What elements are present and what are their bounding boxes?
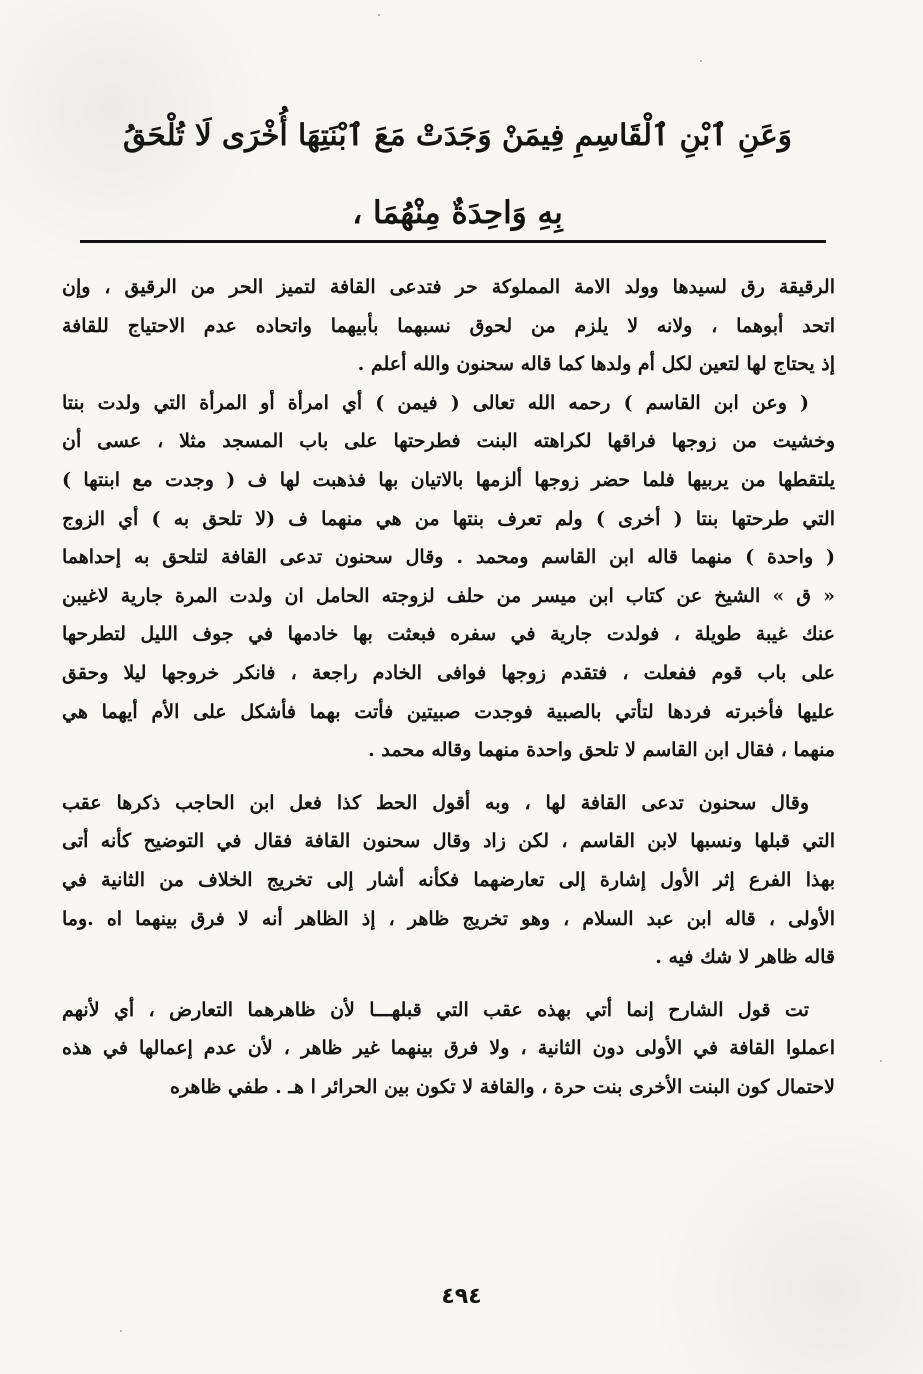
heading-line-1: وَعَنِ ٱبْنِ ٱلْقَاسِمِ فِيمَنْ وَجَدَتْ مَعَ ٱبْنَتِهَا أُخْرَى لَا تُلْحَقُ — [122, 117, 793, 152]
scan-speck — [120, 1330, 122, 1332]
commentary-text — [62, 268, 835, 1106]
heading-line-2: بِهِ وَاحِدَةٌ مِنْهُمَا ، — [352, 195, 563, 231]
text-line: اتحد أبوهما ، ولانه لا يلزم من لحوق نسبهما بأبيهما واتحاده عدم الاحتياج للقافة — [62, 314, 835, 337]
text-line: عليها فأخبرته فردها لتأتي بالصبية فوجدت صبيتين فأتت بهما فأشكل على الأم أيهما هي — [62, 700, 835, 723]
paragraph-2 — [62, 384, 835, 770]
text-line: وقال سحنون تدعى القافة لها ، وبه أقول الحط كذا فعل ابن الحاجب ذكرها عقب — [62, 791, 809, 814]
text-line: الأولى ، قاله ابن عبد السلام ، وهو تخريج ظاهر ، إذ الظاهر أنه لا فرق بينهما اه .وما — [62, 907, 835, 930]
text-line: « ق » الشيخ عن كتاب ابن ميسر من حلف لزوجته الحامل ان ولدت المرة جارية لاغيبن — [62, 584, 835, 607]
text-line: التي طرحتها بنتا ( أخرى ) ولم تعرف بنتها من هي منهما ف (لا تلحق به ) أي الزوج — [62, 507, 835, 530]
text-line: ( وعن ابن القاسم ) رحمه الله تعالى ( فيمن ) أي امرأة أو المرأة التي ولدت بنتا — [62, 391, 809, 414]
scan-speck — [880, 1060, 882, 1062]
text-line: التي قبلها ونسبها لابن القاسم ، لكن زاد وقال سحنون القافة فقال في التوضيح كأنه أتى — [62, 830, 835, 853]
text-line: عنك غيبة طويلة ، فولدت جارية في سفره فبعثت بها خادمها في جوف الليل لتطرحها — [62, 623, 835, 646]
text-line: إذ يحتاج لها لتعين لكل أم ولدها كما قاله سحنون والله أعلم . — [357, 353, 835, 376]
text-line: اعملوا القافة في الأولى دون الثانية ، ولا فرق بينهما غير ظاهر ، لأن عدم إعمالها في هذه — [62, 1037, 835, 1060]
text-line: قاله ظاهر لا شك فيه . — [655, 946, 835, 969]
paragraph-3 — [62, 784, 835, 977]
text-line: الرقيقة رق لسيدها وولد الامة المملوكة حر فتدعى القافة لتميز الحر من الرقيق ، وإن — [62, 276, 835, 298]
paragraph-4 — [62, 991, 835, 1107]
heading-divider — [80, 240, 826, 243]
text-line: منهما ، فقال ابن القاسم لا تلحق واحدة منهما وقاله محمد . — [368, 739, 835, 762]
text-line: يلتقطها من يربيها فلما حضر زوجها ألزمها بالاتيان بها فذهبت لها ف ( وجدت مع ابنتها ) — [62, 468, 835, 491]
paragraph-1 — [62, 268, 835, 384]
text-line: لاحتمال كون البنت الأخرى بنت حرة ، والقافة لا تكون بين الحرائر ا هـ . طفي ظاهره — [169, 1075, 835, 1098]
section-heading — [120, 96, 795, 252]
text-line: بهذا الفرع إثر الأول إشارة إلى تعارضهما فكأنه أشار إلى تخريج الخلاف من الثانية في — [62, 868, 835, 891]
text-line: ( واحدة ) منهما قاله ابن القاسم ومحمد . وقال سحنون تدعى القافة لتلحق به إحداهما — [62, 546, 835, 569]
text-line: تت قول الشارح إنما أتي بهذه عقب التي قبلهـــا لأن ظاهرهما التعارض ، أي لأنهم — [62, 998, 809, 1021]
scan-speck — [378, 14, 380, 16]
text-line: على باب قوم ففعلت ، فتقدم زوجها فوافى الخادم راجعة ، فانكر خروجها ليلا وحقق — [62, 661, 835, 684]
page-number: ٤٩٤ — [441, 1284, 482, 1309]
text-line: وخشيت من زوجها فراقها لكراهته البنت فطرحتها على باب المسجد مثلا ، عسى أن — [62, 430, 835, 453]
scan-speck — [700, 60, 702, 62]
